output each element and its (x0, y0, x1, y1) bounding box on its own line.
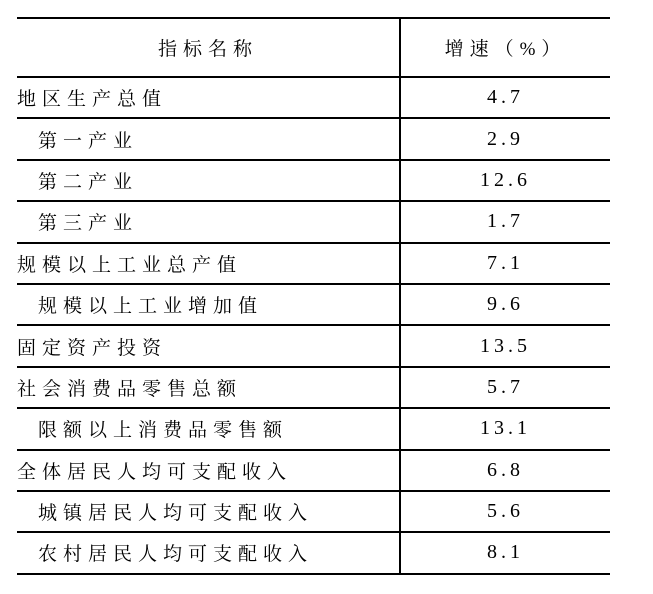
indicator-name: 地区生产总值 (17, 77, 400, 118)
indicator-name: 限额以上消费品零售额 (17, 408, 400, 449)
header-row (17, 18, 610, 77)
indicator-value: 4.7 (400, 77, 610, 118)
indicator-name: 规模以上工业增加值 (17, 284, 400, 325)
indicator-name: 社会消费品零售总额 (17, 367, 400, 408)
table-row (17, 77, 610, 118)
indicator-value: 5.7 (400, 367, 610, 408)
indicator-growth-table (17, 17, 610, 575)
indicator-value: 6.8 (400, 450, 610, 491)
indicator-value: 8.1 (400, 532, 610, 573)
indicator-value: 13.1 (400, 408, 610, 449)
indicator-value: 12.6 (400, 160, 610, 201)
indicator-name: 城镇居民人均可支配收入 (17, 491, 400, 532)
indicator-name: 规模以上工业总产值 (17, 243, 400, 284)
table-row (17, 367, 610, 408)
indicator-name: 全体居民人均可支配收入 (17, 450, 400, 491)
table-row (17, 532, 610, 573)
table-row (17, 243, 610, 284)
table-row (17, 160, 610, 201)
table-row (17, 408, 610, 449)
table-row (17, 201, 610, 242)
indicator-name: 固定资产投资 (17, 325, 400, 366)
indicator-name: 第二产业 (17, 160, 400, 201)
indicator-name: 农村居民人均可支配收入 (17, 532, 400, 573)
indicator-value: 9.6 (400, 284, 610, 325)
table-row (17, 491, 610, 532)
indicator-value: 1.7 (400, 201, 610, 242)
column-header-indicator-name: 指标名称 (17, 18, 400, 77)
indicator-value: 13.5 (400, 325, 610, 366)
indicator-value: 2.9 (400, 118, 610, 159)
table-row (17, 325, 610, 366)
table-row (17, 284, 610, 325)
indicator-name: 第三产业 (17, 201, 400, 242)
indicator-name: 第一产业 (17, 118, 400, 159)
column-header-growth-rate: 增速（%） (400, 18, 610, 77)
table-row (17, 118, 610, 159)
table-row (17, 450, 610, 491)
indicator-value: 7.1 (400, 243, 610, 284)
indicator-value: 5.6 (400, 491, 610, 532)
